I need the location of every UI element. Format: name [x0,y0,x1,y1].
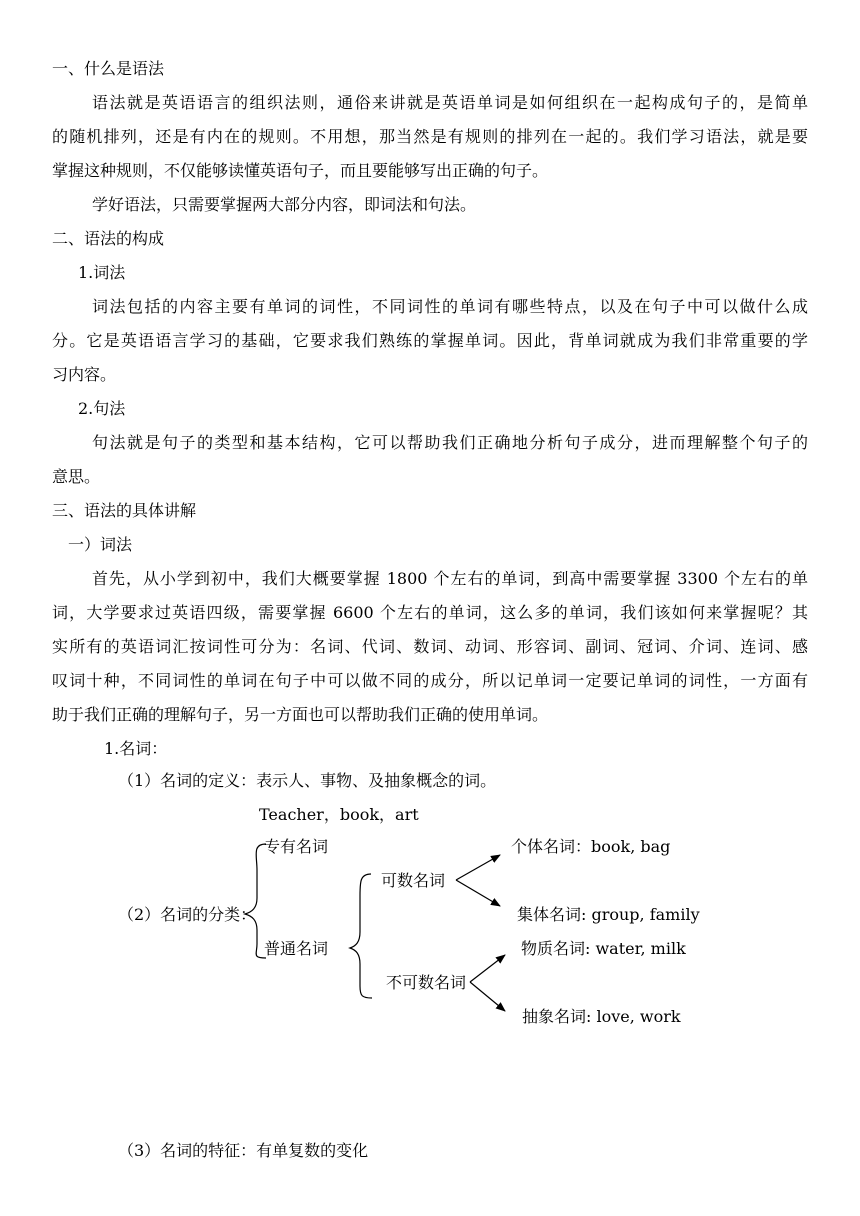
node-individual-noun: 个体名词：book, bag [511,837,671,856]
arrow-collective [456,880,500,906]
node-abstract-noun: 抽象名词: love, work [522,1007,681,1026]
node-material-noun: 物质名词: water, milk [521,939,686,958]
paragraph-line: 句法就是句子的类型和基本结构，它可以帮助我们正确地分析句子成分，进而理解整个句子的 [92,433,808,452]
heading-grammar-composition: 二、语法的构成 [52,229,165,248]
paragraph-line: 首先，从小学到初中，我们大概要掌握 1800 个左右的单词，到高中需要掌握 3300 个左右的单 [92,569,808,588]
section-title-morphology: 1.词法 [78,263,126,282]
node-proper-noun: 专有名词 [264,837,329,856]
heading-what-is-grammar: 一、什么是语法 [52,59,165,78]
paragraph-line: 叹词十种，不同词性的单词在句子中可以做不同的成分，所以记单词一定要记单词的词性，一方面有 [52,671,808,690]
paragraph-line: 语法就是英语语言的组织法则，通俗来讲就是英语单词是如何组织在一起构成句子的，是简单 [92,93,808,112]
noun-examples: Teacher，book，art [259,805,419,824]
paragraph-line: 词法包括的内容主要有单词的词性，不同词性的单词有哪些特点，以及在句子中可以做什么成 [92,297,808,316]
noun-definition: （1）名词的定义：表示人、事物、及抽象概念的词。 [118,771,497,790]
paragraph-line: 意思。 [52,467,101,486]
arrow-abstract [470,982,505,1011]
paragraph-line: 学好语法，只需要掌握两大部分内容，即词法和句法。 [92,195,477,214]
paragraph-line: 助于我们正确的理解句子，另一方面也可以帮助我们正确的使用单词。 [52,705,549,724]
paragraph-line: 分。它是英语语言学习的基础，它要求我们熟练的掌握单词。因此，背单词就成为我们非常重要的学 [52,331,808,350]
section-title-syntax: 2.句法 [78,399,126,418]
noun-feature: （3）名词的特征：有单复数的变化 [118,1141,369,1160]
node-common-noun: 普通名词 [264,939,329,958]
brace-main [245,844,266,958]
node-uncountable-noun: 不可数名词 [386,973,467,992]
arrow-individual [456,855,500,880]
subheading-morphology: 一）词法 [68,535,133,554]
classification-label: （2）名词的分类： [118,905,257,924]
node-countable-noun: 可数名词 [381,871,446,890]
paragraph-line: 习内容。 [52,365,117,384]
paragraph-line: 词，大学要求过英语四级，需要掌握 6600 个左右的单词，这么多的单词，我们该如何来掌握呢？其 [52,603,808,622]
paragraph-line: 的随机排列，还是有内在的规则。不用想，那当然是有规则的排列在一起的。我们学习语法，就是要 [52,127,808,146]
heading-grammar-detail: 三、语法的具体讲解 [52,501,197,520]
paragraph-line: 实所有的英语词汇按词性可分为：名词、代词、数词、动词、形容词、副词、冠词、介词、连词、感 [52,637,808,656]
paragraph-line: 掌握这种规则，不仅能够读懂英语句子，而且要能够写出正确的句子。 [52,161,549,180]
arrow-material [470,955,505,982]
node-collective-noun: 集体名词: group, family [517,905,700,924]
brace-common [350,874,372,998]
noun-title: 1.名词： [104,739,168,758]
